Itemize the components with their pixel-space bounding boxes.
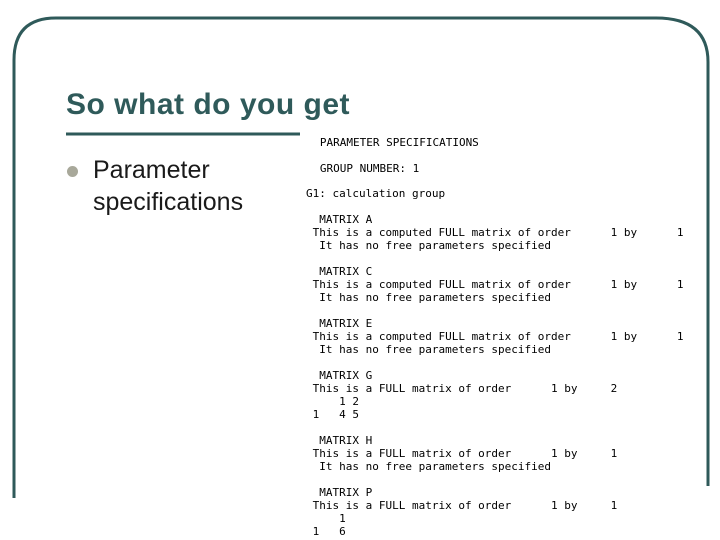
slide-title: So what do you get [66, 88, 350, 121]
bullet-dot-icon [67, 166, 78, 177]
bullet-text: Parameter specifications [93, 156, 244, 216]
parameter-specifications-output: G1: calculation group MATRIX A This is a computed FULL matrix of order 1 by 1 It has no free parameters specified MATRIX C This is a computed FULL matrix of order 1 by 1 It has no free parameters specified MATRIX E This is a computed FULL matrix of order 1 by 1 It has no free parameters specified MATRIX G This is a FULL matrix of order 1 by 2 1 2 1 4 5 MATRIX H This is a FULL matrix of order 1 by 1 It has no free parameters specified MATRIX P This is a FULL matrix of order 1 by 1 1 1 6 [306, 187, 684, 538]
parameter-specifications-header: PARAMETER SPECIFICATIONS GROUP NUMBER: 1 [300, 136, 479, 175]
